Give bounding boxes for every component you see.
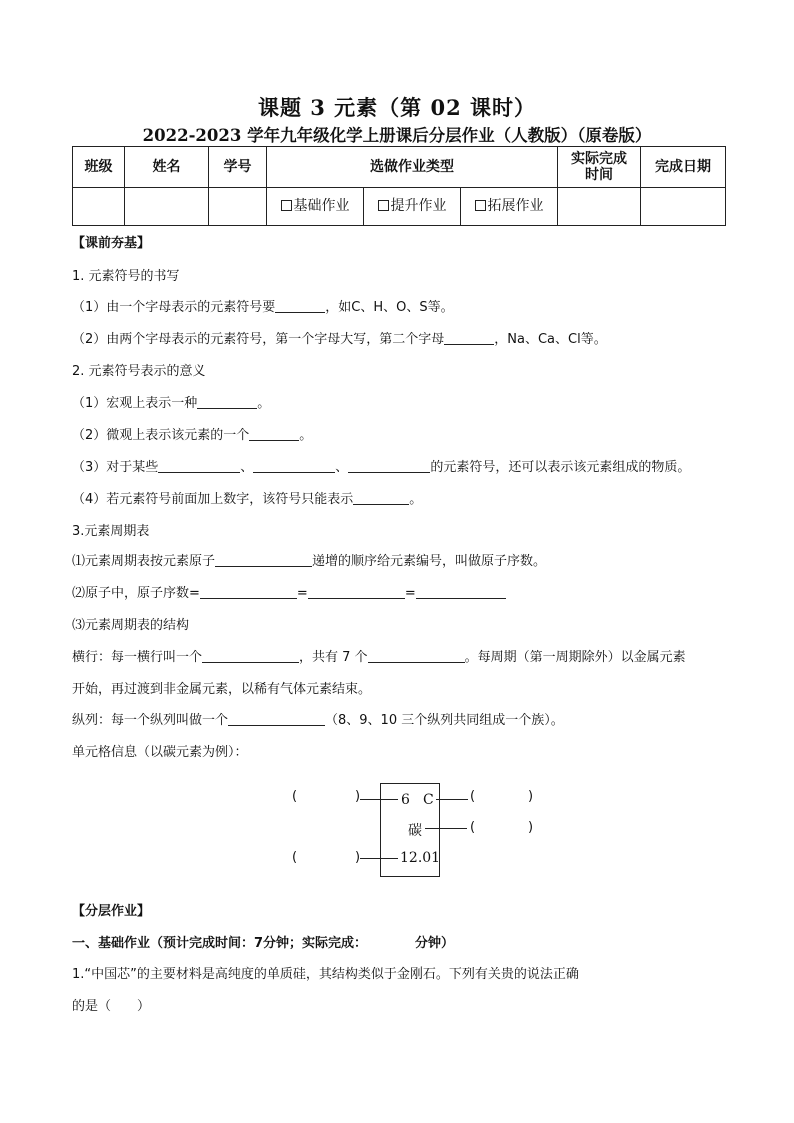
layered-heading: 【分层作业】 — [72, 904, 151, 919]
name-field[interactable] — [125, 187, 209, 226]
actual-time-field[interactable] — [558, 187, 641, 226]
question-line — [72, 585, 506, 603]
question-text: （3）对于某些 — [72, 460, 159, 475]
answer-blank[interactable] — [368, 649, 465, 663]
question-line — [72, 459, 690, 477]
question-text: （1）由一个字母表示的元素符号要 — [72, 300, 276, 315]
answer-blank[interactable] — [200, 585, 297, 599]
question-text: ，如C、H、O、S等。 — [325, 300, 454, 315]
header-homework-type: 选做作业类型 — [267, 147, 558, 188]
completion-date-field[interactable] — [641, 187, 726, 226]
question-text: ，Na、Ca、Cl等。 — [494, 332, 607, 347]
question-text: 横行：每一横行叫一个 — [72, 650, 203, 665]
section2-title: 2. 元素符号表示的意义 — [72, 364, 206, 379]
header-actual-time-line1: 实际完成 — [571, 150, 628, 167]
question-text: 单元格信息（以碳元素为例）： — [72, 745, 248, 760]
answer-blank[interactable] — [444, 331, 494, 345]
paren-close: ) — [355, 789, 361, 804]
connector-line — [436, 799, 468, 800]
option-expand-label: 拓展作业 — [487, 198, 544, 215]
header-student-id: 学号 — [209, 147, 267, 188]
paren-open: ( — [470, 789, 476, 804]
paren-close: ) — [528, 820, 534, 835]
separator: 、 — [335, 460, 349, 475]
question-line — [72, 427, 312, 445]
student-id-field[interactable] — [209, 187, 267, 226]
checkbox-improve[interactable] — [378, 200, 389, 211]
paren-open: ( — [292, 850, 298, 865]
question-line — [72, 395, 270, 413]
option-expand[interactable] — [461, 187, 558, 226]
question-line — [72, 553, 546, 571]
answer-blank[interactable] — [353, 491, 409, 505]
answer-blank[interactable] — [416, 585, 506, 599]
question-text: （8、9、10 三个纵列共同组成一个族）。 — [325, 713, 564, 728]
answer-blank[interactable] — [215, 553, 312, 567]
equals-sign: = — [296, 586, 308, 601]
student-info-table — [72, 146, 726, 226]
question-1-line1: 1.“中国芯”的主要材料是高纯度的单质硅，其结构类似于金刚石。下列有关贵的说法正确 — [72, 967, 579, 982]
paren-open: ( — [292, 789, 298, 804]
basic-homework-line — [72, 935, 454, 953]
question-text: 递增的顺序给元素编号，叫做原子序数。 — [312, 554, 547, 569]
question-1-line2: 的是（ ） — [72, 999, 151, 1014]
answer-blank[interactable] — [348, 459, 430, 473]
atomic-number: 6 — [401, 792, 410, 808]
connector-line — [425, 828, 467, 829]
answer-blank[interactable] — [275, 299, 325, 313]
question-text: 。 — [257, 396, 271, 411]
basic-homework-text: 分钟） — [415, 936, 455, 951]
element-name: 碳 — [408, 823, 422, 839]
question-text: ，共有 7 个 — [299, 650, 368, 665]
question-text: （2）由两个字母表示的元素符号，第一个字母大写，第二个字母 — [72, 332, 445, 347]
element-symbol: C — [423, 792, 434, 808]
paren-close: ) — [528, 789, 534, 804]
question-line — [72, 331, 607, 349]
connector-line — [360, 799, 398, 800]
header-name: 姓名 — [125, 147, 209, 188]
basic-homework-text: 一、基础作业（预计完成时间：7分钟；实际完成： — [72, 936, 368, 951]
question-text: 。 — [299, 428, 313, 443]
answer-blank[interactable] — [249, 427, 299, 441]
question-text: 。每周期（第一周期除外）以金属元素 — [464, 650, 686, 665]
question-line — [72, 299, 454, 317]
question-line — [72, 712, 564, 730]
header-actual-time — [558, 147, 641, 188]
page-subtitle: 2022-2023 学年九年级化学上册课后分层作业（人教版）（原卷版） — [142, 126, 652, 145]
option-improve[interactable] — [364, 187, 461, 226]
question-text: （4）若元素符号前面加上数字，该符号只能表示 — [72, 492, 354, 507]
connector-line — [360, 858, 398, 859]
question-line — [72, 491, 422, 509]
preclass-heading: 【课前夯基】 — [72, 236, 151, 251]
separator: 、 — [240, 460, 254, 475]
atomic-mass: 12.01 — [400, 850, 441, 866]
option-improve-label: 提升作业 — [390, 198, 447, 215]
question-text: （1）宏观上表示一种 — [72, 396, 198, 411]
header-class: 班级 — [73, 147, 125, 188]
header-completion-date: 完成日期 — [641, 147, 726, 188]
answer-blank[interactable] — [158, 459, 240, 473]
checkbox-basic[interactable] — [281, 200, 292, 211]
question-text: 开始，再过渡到非金属元素，以稀有气体元素结束。 — [72, 682, 372, 697]
answer-blank[interactable] — [197, 395, 257, 409]
question-text: ⑵原子中，原子序数= — [72, 586, 200, 601]
page-title: 课题 3 元素（第 02 课时） — [257, 95, 537, 120]
answer-blank[interactable] — [253, 459, 335, 473]
question-text: ⑶元素周期表的结构 — [72, 618, 190, 633]
question-text: （2）微观上表示该元素的一个 — [72, 428, 250, 443]
answer-blank[interactable] — [228, 712, 325, 726]
equals-sign: = — [404, 586, 416, 601]
header-actual-time-line2: 时间 — [585, 166, 614, 183]
question-text: 纵列：每一个纵列叫做一个 — [72, 713, 229, 728]
question-text: ⑴元素周期表按元素原子 — [72, 554, 216, 569]
answer-blank[interactable] — [308, 585, 405, 599]
checkbox-expand[interactable] — [475, 200, 486, 211]
class-field[interactable] — [73, 187, 125, 226]
question-text: 。 — [409, 492, 423, 507]
question-text: 的元素符号，还可以表示该元素组成的物质。 — [430, 460, 691, 475]
question-line — [72, 649, 686, 667]
option-basic-label: 基础作业 — [293, 198, 350, 215]
answer-blank[interactable] — [202, 649, 299, 663]
section1-title: 1. 元素符号的书写 — [72, 269, 180, 284]
section3-title: 3.元素周期表 — [72, 524, 150, 539]
option-basic[interactable] — [267, 187, 364, 226]
paren-close: ) — [355, 850, 361, 865]
paren-open: ( — [470, 820, 476, 835]
